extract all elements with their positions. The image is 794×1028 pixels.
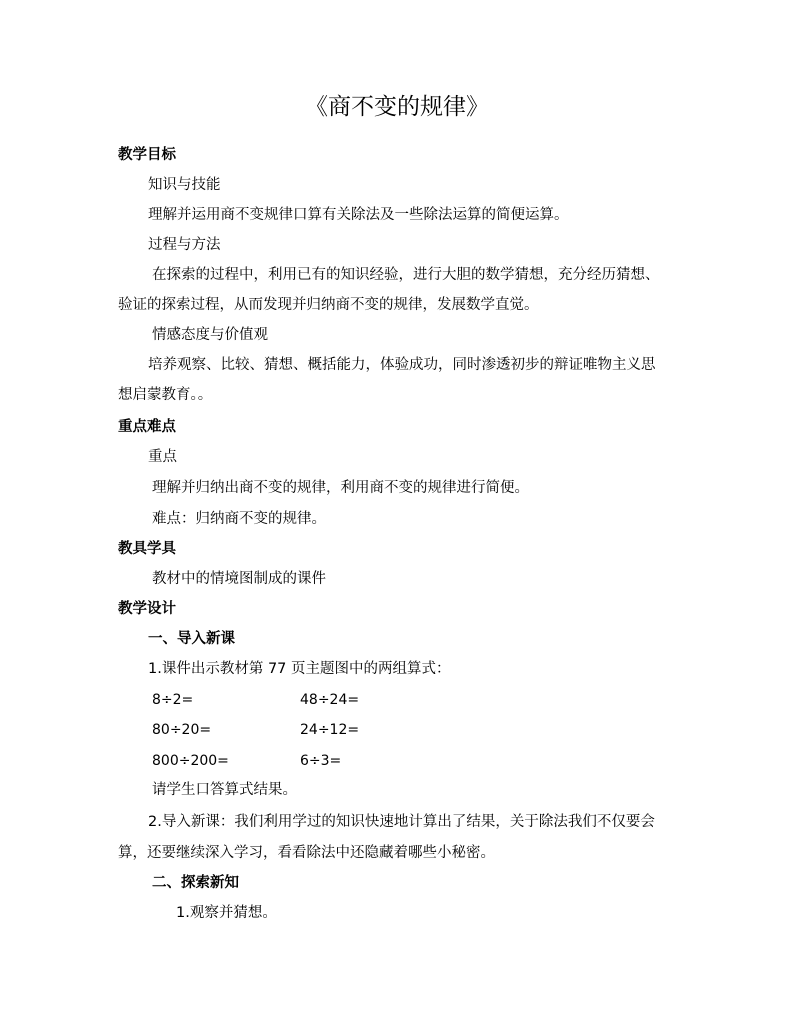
equation-left-3: 800÷200= (152, 753, 229, 769)
tools-text: 教材中的情境图制成的课件 (152, 571, 326, 587)
heading-objectives: 教学目标 (118, 147, 176, 163)
subheading-knowledge-skills: 知识与技能 (148, 177, 221, 193)
knowledge-text: 理解并运用商不变规律口算有关除法及一些除法运算的简便运算。 (148, 207, 569, 223)
oral-answer-text: 请学生口答算式结果。 (152, 782, 297, 798)
document-title: 《商不变的规律》 (305, 94, 489, 120)
intro-text-line-2: 算，还要继续深入学习，看看除法中还隐藏着哪些小秘密。 (118, 845, 495, 861)
emotion-text-line-2: 想启蒙教育。。 (118, 387, 213, 403)
step2-title: 二、探索新知 (152, 875, 239, 891)
heading-design: 教学设计 (118, 601, 176, 617)
equation-left-1: 8÷2= (152, 692, 194, 708)
process-text-line-2: 验证的探索过程，从而发现并归纳商不变的规律，发展数学直觉。 (118, 297, 539, 313)
step1-title: 一、导入新课 (148, 631, 235, 647)
key-label: 重点 (148, 449, 177, 465)
step1-item1: 1.课件出示教材第 77 页主题图中的两组算式： (148, 661, 451, 677)
heading-tools: 教具学具 (118, 541, 176, 557)
equation-right-1: 48÷24= (300, 692, 360, 708)
subheading-emotion-values: 情感态度与价值观 (152, 327, 268, 343)
step2-item1: 1.观察并猜想。 (176, 905, 277, 921)
process-text-line-1: 在探索的过程中，利用已有的知识经验，进行大胆的数学猜想，充分经历猜想、 (152, 267, 660, 283)
equation-right-2: 24÷12= (300, 722, 360, 738)
equation-right-3: 6÷3= (300, 753, 342, 769)
intro-text-line-1: 2.导入新课：我们利用学过的知识快速地计算出了结果，关于除法我们不仅要会 (148, 814, 655, 830)
key-text: 理解并归纳出商不变的规律，利用商不变的规律进行简便。 (152, 480, 529, 496)
difficulty-text: 难点：归纳商不变的规律。 (152, 511, 326, 527)
heading-key-points: 重点难点 (118, 419, 176, 435)
emotion-text-line-1: 培养观察、比较、猜想、概括能力，体验成功，同时渗透初步的辩证唯物主义思 (148, 357, 656, 373)
subheading-process-method: 过程与方法 (148, 237, 221, 253)
equation-left-2: 80÷20= (152, 722, 212, 738)
